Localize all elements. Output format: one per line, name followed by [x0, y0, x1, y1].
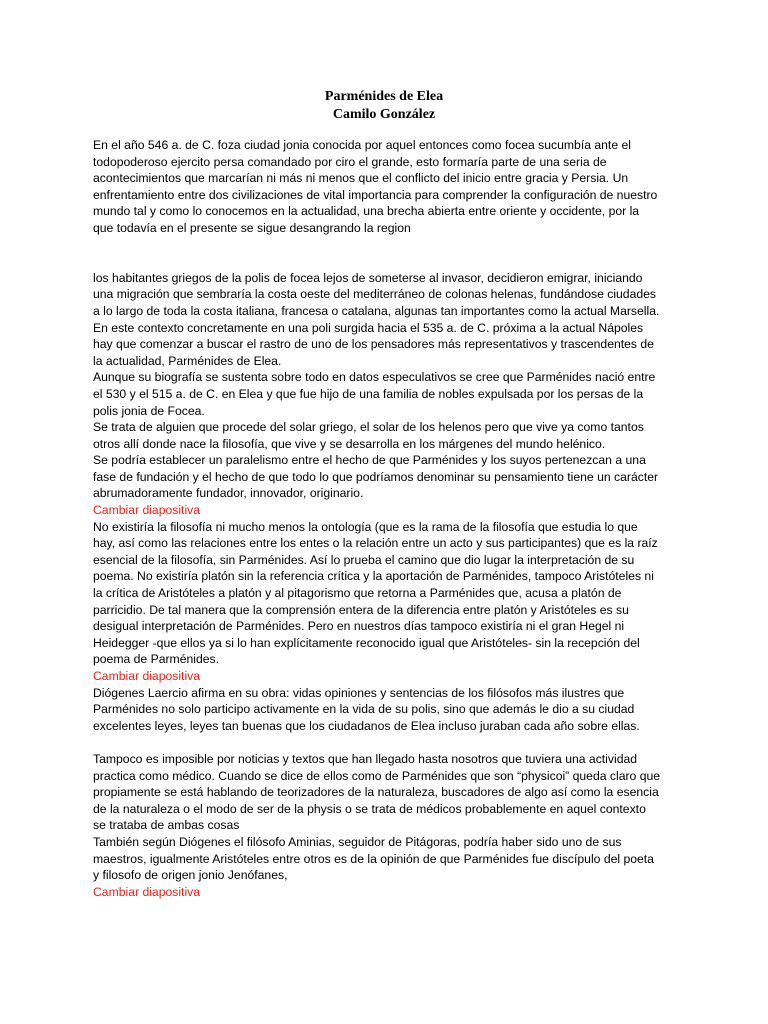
paragraph-gap [93, 734, 661, 751]
paragraph-gap [93, 253, 661, 270]
paragraph-origin: Se trata de alguien que procede del solar griego, el solar de los helenos pero que vive ya como tantos otros allí donde nace la filosofía, que vive y se desarrolla en los márgenes del mundo helénico. [93, 420, 644, 451]
document-author: Camilo González [332, 107, 436, 122]
paragraph-gap [93, 237, 661, 254]
document-title: Parménides de Elea [324, 89, 444, 104]
paragraph-parallel: Se podría establecer un paralelismo entre el hecho de que Parménides y los suyos pertenezcan a una fase de fundación y el hecho de que todo lo que podríamos denominar su pensamiento tiene un carácter abrumadoramente fundador, innovador, originario. [93, 453, 659, 501]
paragraph-intro: En el año 546 a. de C. foza ciudad jonia conocida por aquel entonces como focea sucumbía ante el todopoderoso ejercito persa comandado por ciro el grande, esto formaría parte de una seria de acontecimientos que marcarían ni más ni menos que el conflicto del inicio entre gracia y Persia. Un enfrentamiento entre dos civilizaciones de vital importancia para comprender la configuración de nuestro mundo tal y como lo conocemos en la actualidad, una brecha abierta entre oriente y occidente, por la que todavía en el presente se sigue desangrando la region [93, 138, 658, 235]
slide-marker-text: Cambiar diapositiva [93, 884, 201, 899]
document-body [93, 137, 661, 900]
slide-marker-text: Cambiar diapositiva [93, 669, 201, 683]
paragraph-diogenes: Diógenes Laercio afirma en su obra: vidas opiniones y sentencias de los filósofos más ilustres que Parménides no solo participo activamente en la vida de su polis, sino que además le dio a su ciudad excelentes leyes, leyes tan buenas que los ciudadanos de Elea incluso juraban cada año sobre ellas. [93, 685, 640, 733]
paragraph-medicine: Tampoco es imposible por noticias y textos que han llegado hasta nosotros que tuviera una actividad practica como médico. Cuando se dice de ellos como de Parménides que son “physicoi” queda claro que propiamente se está hablando de teorizadores de la naturaleza, buscadores de algo así como la esencia de la naturaleza o el modo de ser de la physis o se trata de médicos probablemente en aquel contexto se trataba de ambas cosas [93, 751, 661, 833]
paragraph-teachers: También según Diógenes el filósofo Aminias, seguidor de Pitágoras, podría haber sido uno de sus maestros, igualmente Aristóteles entre otros es de la opinión de que Parménides fue discípulo del poeta y filosofo de origen jonio Jenófanes, [93, 834, 654, 883]
paragraph-emigration: los habitantes griegos de la polis de focea lejos de someterse al invasor, decidieron emigrar, iniciando una migración que sembraría la costa oeste del mediterráneo de colonas helenas, fundándose ciudades a lo largo de toda la costa italiana, francesa o catalana, algunas tan importantes como la actual Marsella. En este contexto concretamente en una poli surgida hacia el 535 a. de C. próxima a la actual Nápoles hay que comenzar a buscar el rastro de uno de los pensadores más representativos y trascendentes de la actualidad, Parménides de Elea. [93, 270, 660, 368]
paragraph-ontology: No existiría la filosofía ni mucho menos la ontología (que es la rama de la filosofía que estudia lo que hay, así como las relaciones entre los entes o la relación entre un acto y sus participantes) que es la raíz esencial de la filosofía, sin Parménides. Así lo prueba el camino que dio lugar la interpretación de su poema. No existiría platón sin la referencia crítica y la aportación de Parménides, tampoco Aristóteles ni la crítica de Aristóteles a platón y al pitagorismo que retorna a Parménides que, acusa a platón de parricidio. De tal manera que la comprensión entera de la diferencia entre platón y Aristóteles es su desigual interpretación de Parménides. Pero en nuestros días tampoco existiría ni el gran Hegel ni Heidegger -que ellos ya si lo han explícitamente reconocido igual que Aristóteles- sin la recepción del poema de Parménides. [93, 519, 658, 667]
slide-marker-text: Cambiar diapositiva [93, 503, 201, 518]
paragraph-biography: Aunque su biografía se sustenta sobre todo en datos especulativos se cree que Parménides nació entre el 530 y el 515 a. de C. en Elea y que fue hijo de una familia de nobles expulsada por los persas de la polis jonia de Focea. [93, 370, 656, 418]
title-block [0, 88, 768, 124]
